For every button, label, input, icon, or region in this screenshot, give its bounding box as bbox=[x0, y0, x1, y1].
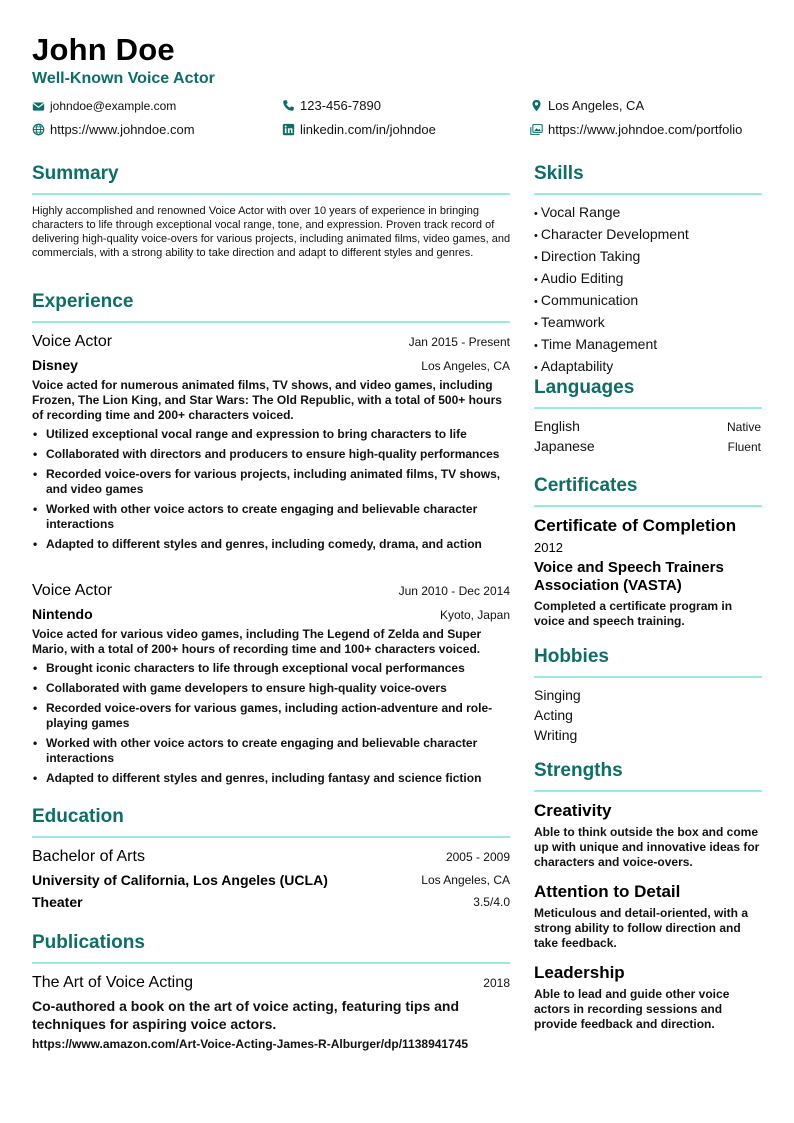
publications-heading: Publications bbox=[32, 932, 145, 953]
summary-text: Highly accomplished and renowned Voice Actor with over 10 years of experience in bringing characters to life through exceptional vocal range, tone, and expression. Proven track record of delivering high-quality voice-overs for various projects, including animated films, video games, and commercials, with a strong ability to take direction and adapt to different styles and genres. bbox=[32, 205, 511, 259]
languages-divider bbox=[534, 407, 762, 409]
job-dates: Jan 2015 - Present bbox=[408, 335, 510, 349]
summary-heading: Summary bbox=[32, 163, 119, 184]
phone-icon bbox=[282, 99, 295, 112]
list-item: • Worked with other voice actors to create engaging and believable character interactions bbox=[32, 736, 512, 766]
publication-year: 2018 bbox=[483, 976, 510, 990]
contact-email[interactable] bbox=[32, 99, 176, 113]
strength-name: Leadership bbox=[534, 963, 625, 982]
globe-icon bbox=[32, 123, 45, 136]
contact-phone[interactable] bbox=[282, 98, 381, 113]
list-item: • Direction Taking bbox=[534, 246, 689, 268]
experience-divider bbox=[32, 321, 510, 323]
publication-title: The Art of Voice Acting bbox=[32, 974, 193, 991]
certificate-year: 2012 bbox=[534, 540, 563, 555]
contact-location bbox=[530, 98, 644, 113]
certificate-description: Completed a certificate program in voice and speech training. bbox=[534, 599, 733, 628]
linkedin-icon bbox=[282, 123, 295, 136]
email-text: johndoe@example.com bbox=[50, 99, 177, 113]
contact-linkedin[interactable] bbox=[282, 122, 436, 137]
list-item: • Adapted to different styles and genres, including comedy, drama, and action bbox=[32, 537, 512, 552]
location-text: Los Angeles, CA bbox=[548, 98, 645, 113]
list-item: • Brought iconic characters to life through exceptional vocal performances bbox=[32, 661, 512, 676]
school-location: Los Angeles, CA bbox=[421, 873, 510, 887]
job-description: Voice acted for various video games, including The Legend of Zelda and Super Mario, with a total of 200+ hours of recording time and 100+ characters voiced. bbox=[32, 627, 482, 656]
job-company: Disney bbox=[32, 357, 78, 373]
job-title: Voice Actor bbox=[32, 582, 113, 599]
skills-list bbox=[534, 202, 689, 378]
strength-name: Creativity bbox=[534, 801, 612, 820]
language-row bbox=[534, 418, 761, 434]
languages-heading: Languages bbox=[534, 377, 635, 398]
list-item: • Character Development bbox=[534, 224, 689, 246]
list-item: • Adapted to different styles and genres, including fantasy and science fiction bbox=[32, 771, 512, 786]
degree: Bachelor of Arts bbox=[32, 848, 145, 865]
strength-name: Attention to Detail bbox=[534, 882, 681, 901]
strength-description: Able to lead and guide other voice actors in recording sessions and provide feedback and direction. bbox=[534, 987, 730, 1031]
envelope-icon bbox=[32, 100, 45, 113]
job-location: Kyoto, Japan bbox=[439, 608, 510, 622]
education-heading: Education bbox=[32, 806, 124, 827]
list-item: • Time Management bbox=[534, 334, 689, 356]
job-description: Voice acted for numerous animated films, TV shows, and video games, including Frozen, The Lion King, and Star Wars: The Old Republic, with a total of 500+ hours of recording time and 200+ characters voiced. bbox=[32, 378, 502, 422]
list-item: • Vocal Range bbox=[534, 202, 689, 224]
publication-description: Co-authored a book on the art of voice acting, featuring tips and techniques for aspiring voice actors. bbox=[32, 998, 460, 1032]
list-item: • Recorded voice-overs for various games, including action-adventure and role-playing games bbox=[32, 701, 512, 731]
list-item: Acting bbox=[534, 707, 573, 723]
language-name: English bbox=[534, 418, 580, 434]
job-company: Nintendo bbox=[32, 606, 93, 622]
phone-text: 123-456-7890 bbox=[300, 98, 381, 113]
field-of-study: Theater bbox=[32, 894, 83, 910]
hobbies-divider bbox=[534, 676, 762, 678]
list-item: Singing bbox=[534, 687, 581, 703]
job-bullets bbox=[32, 427, 512, 557]
language-level: Fluent bbox=[727, 440, 761, 454]
publications-divider bbox=[32, 962, 510, 964]
strengths-divider bbox=[534, 790, 762, 792]
list-item: • Collaborated with game developers to ensure high-quality voice-overs bbox=[32, 681, 512, 696]
skills-heading: Skills bbox=[534, 163, 584, 184]
list-item: • Audio Editing bbox=[534, 268, 689, 290]
person-role: Well-Known Voice Actor bbox=[32, 70, 215, 87]
list-item: • Worked with other voice actors to create engaging and believable character interactions bbox=[32, 502, 512, 532]
certificate-name: Certificate of Completion bbox=[534, 516, 737, 535]
certificate-organization: Voice and Speech Trainers Association (VASTA) bbox=[534, 559, 724, 594]
job-title: Voice Actor bbox=[32, 333, 113, 350]
skills-divider bbox=[534, 193, 762, 195]
list-item: • Recorded voice-overs for various projects, including animated films, TV shows, and video games bbox=[32, 467, 512, 497]
list-item: • Adaptability bbox=[534, 356, 689, 378]
person-name: John Doe bbox=[32, 32, 175, 67]
language-row bbox=[534, 438, 761, 454]
certificates-divider bbox=[534, 505, 762, 507]
list-item: • Utilized exceptional vocal range and expression to bring characters to life bbox=[32, 427, 512, 442]
map-pin-icon bbox=[530, 99, 543, 112]
contact-portfolio[interactable] bbox=[530, 122, 742, 137]
certificates-heading: Certificates bbox=[534, 475, 638, 496]
website-text: https://www.johndoe.com bbox=[50, 122, 195, 137]
list-item: Writing bbox=[534, 727, 578, 743]
hobbies-heading: Hobbies bbox=[534, 646, 609, 667]
strength-description: Able to think outside the box and come up with unique and innovative ideas for characters and voice-overs. bbox=[534, 825, 760, 869]
experience-heading: Experience bbox=[32, 291, 134, 312]
strengths-heading: Strengths bbox=[534, 760, 623, 781]
contact-website[interactable] bbox=[32, 122, 195, 137]
strength-description: Meticulous and detail-oriented, with a strong ability to follow direction and take feedback. bbox=[534, 906, 749, 950]
list-item: • Teamwork bbox=[534, 312, 689, 334]
language-level: Native bbox=[726, 420, 761, 434]
language-name: Japanese bbox=[534, 438, 595, 454]
education-divider bbox=[32, 836, 510, 838]
summary-divider bbox=[32, 193, 510, 195]
education-years: 2005 - 2009 bbox=[445, 850, 510, 864]
portfolio-text: https://www.johndoe.com/portfolio bbox=[548, 122, 743, 137]
job-dates: Jun 2010 - Dec 2014 bbox=[398, 584, 510, 598]
publication-link[interactable]: https://www.amazon.com/Art-Voice-Acting-James-R-Alburger/dp/1138941745 bbox=[32, 1037, 469, 1051]
linkedin-text: linkedin.com/in/johndoe bbox=[300, 122, 436, 137]
school: University of California, Los Angeles (UCLA) bbox=[32, 872, 328, 888]
list-item: • Collaborated with directors and producers to ensure high-quality performances bbox=[32, 447, 512, 462]
portfolio-image-icon bbox=[530, 123, 543, 136]
gpa: 3.5/4.0 bbox=[473, 895, 510, 909]
hobbies-list bbox=[534, 685, 581, 745]
job-bullets bbox=[32, 661, 512, 791]
job-location: Los Angeles, CA bbox=[421, 359, 510, 373]
list-item: • Communication bbox=[534, 290, 689, 312]
